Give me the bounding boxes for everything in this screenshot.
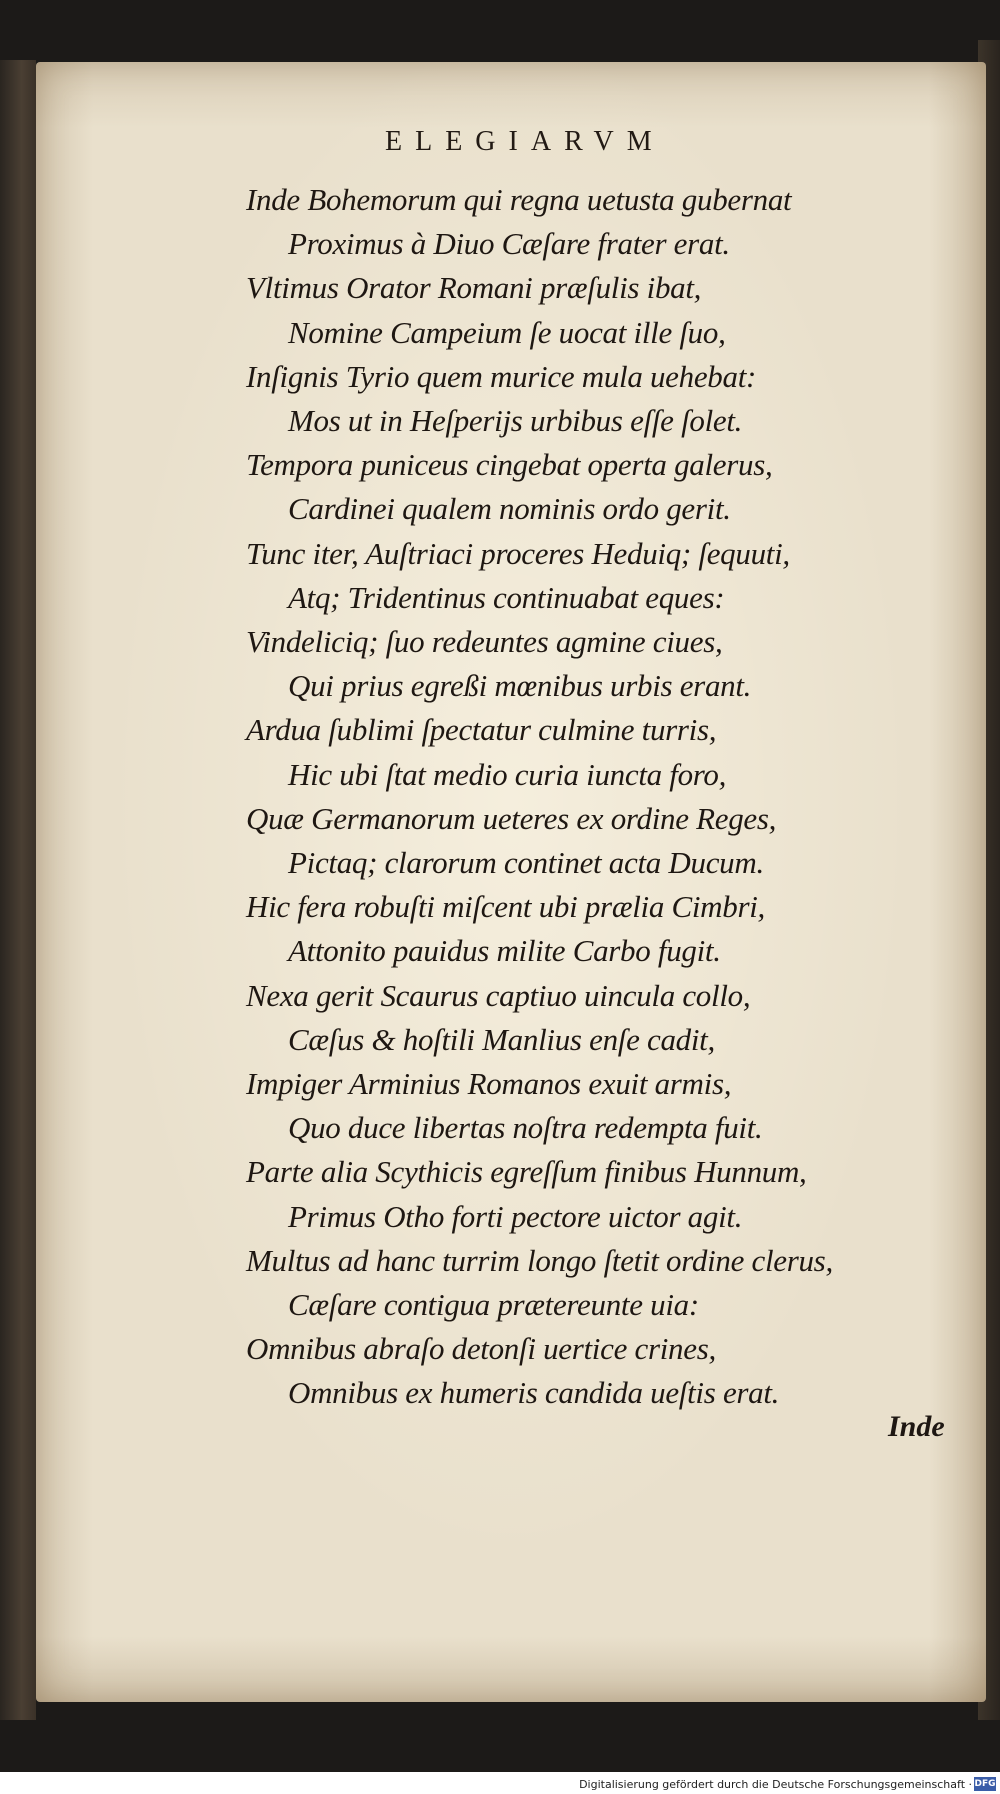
verse-line: Primus Otho forti pectore uictor agit. [288,1198,743,1234]
book-binding-left [0,60,36,1720]
verse-line: Pictaq; clarorum continet acta Ducum. [288,845,764,880]
verse-line: Parte alia Scythicis egreſſum finibus Hunnum, [246,1154,807,1190]
book-page [36,62,986,1702]
verse-line: Quo duce libertas noſtra redempta fuit. [288,1110,763,1146]
verse-line: Impiger Arminius Romanos exuit armis, [246,1066,732,1101]
verse-line: Inſignis Tyrio quem murice mula uehebat: [246,358,757,394]
verse-line: Proximus à Diuo Cæſare frater erat. [288,226,730,262]
verse-line: Cardinei qualem nominis ordo gerit. [288,491,731,527]
dfg-logo-icon: DFG [974,1779,996,1789]
verse-line: Vltimus Orator Romani præſulis ibat, [246,270,702,306]
verse-line: Omnibus ex humeris candida ueſtis erat. [288,1375,780,1411]
verse-line: Multus ad hanc turrim longo ſtetit ordine clerus, [246,1242,833,1278]
footer-credit: Digitalisierung gefördert durch die Deutsche Forschungsgemeinschaft · [579,1778,972,1791]
verse-line: Cæſus & hoſtili Manlius enſe cadit, [288,1021,715,1057]
verse-line: Vindeliciq; ſuo redeuntes agmine ciues, [246,624,723,659]
verse-line: Atq; Tridentinus continuabat eques: [288,579,725,615]
verse-line: Tunc iter, Auſtriaci proceres Heduiq; ſequuti, [246,535,790,571]
verse-line: Nexa gerit Scaurus captiuo uincula collo, [246,977,751,1013]
verse-line: Tempora puniceus cingebat operta galerus, [246,447,773,483]
verse-line: Mos ut in Heſperijs urbibus eſſe ſolet. [288,403,743,438]
verse-line: Nomine Campeium ſe uocat ille ſuo, [288,314,726,350]
verse-line: Hic ubi ſtat medio curia iuncta foro, [288,756,727,792]
verse-line: Hic fera robuſti miſcent ubi prælia Cimbri, [246,889,765,925]
footer-bar [0,1772,1000,1794]
verse-line: Cæſare contigua prætereunte uia: [288,1287,699,1322]
verse-line: Qui prius egreßi mœnibus urbis erant. [288,668,752,704]
running-header: ELEGIARVM [385,126,665,157]
catchword: Inde [888,1410,945,1443]
verse-line: Inde Bohemorum qui regna uetusta gubernat [246,182,792,217]
verse-line: Omnibus abraſo detonſi uertice crines, [246,1331,716,1367]
verse-line: Attonito pauidus milite Carbo fugit. [288,933,721,969]
verse-line: Quæ Germanorum ueteres ex ordine Reges, [246,800,777,836]
verse-line: Ardua ſublimi ſpectatur culmine turris, [246,712,717,748]
